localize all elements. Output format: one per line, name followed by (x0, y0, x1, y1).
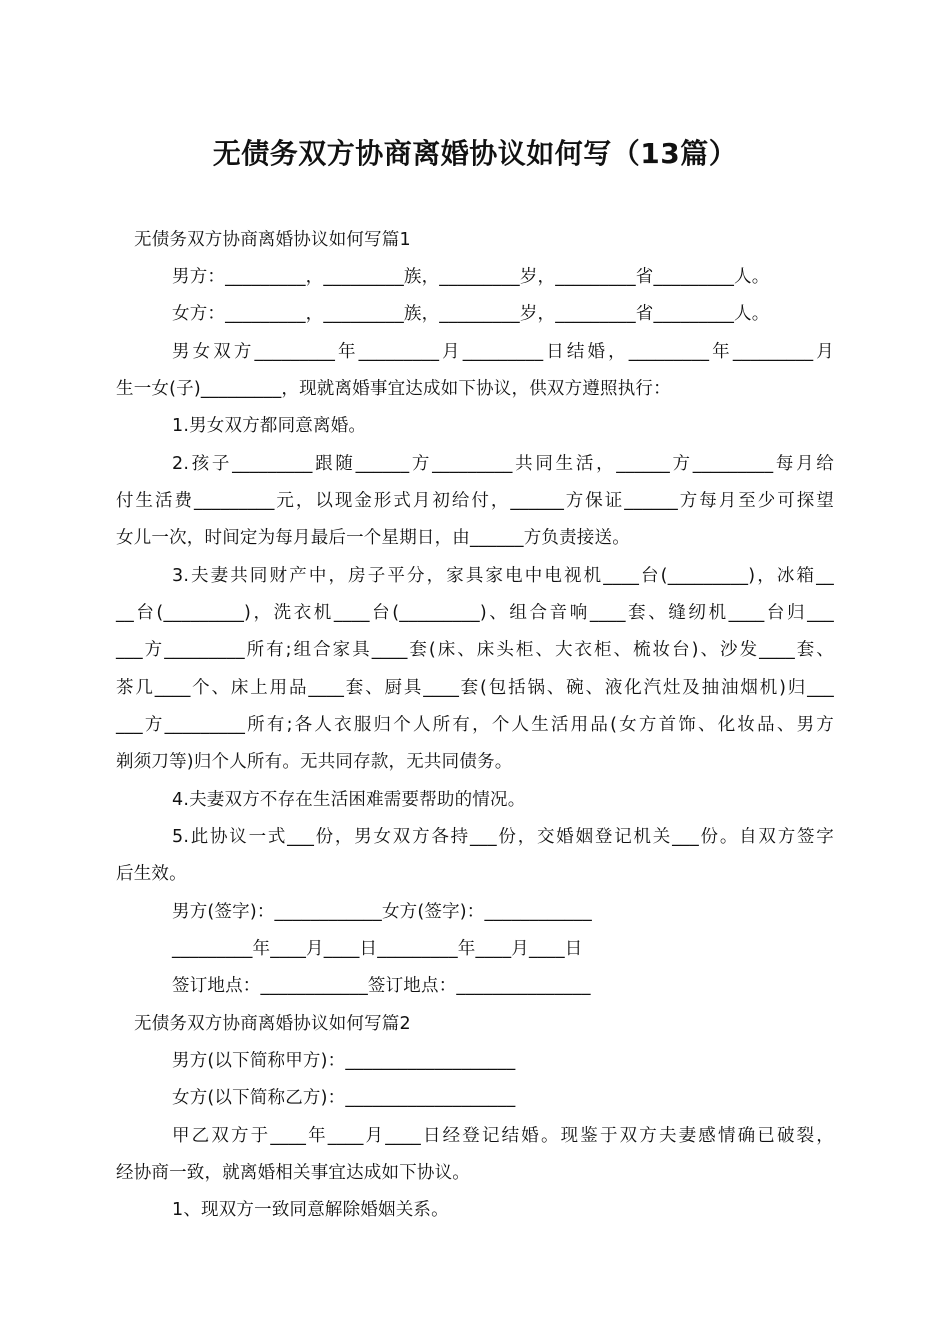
paragraph-line: 女方(以下简称乙方)：___________________ (172, 1088, 516, 1108)
paragraph-line: 1、现双方一致同意解除婚姻关系。 (172, 1200, 449, 1220)
location-line: 签订地点：____________签订地点：_______________ (172, 976, 591, 996)
paragraph-line: 5.此协议一式___份，男女双方各持___份，交婚姻登记机关___份。自双方签字 (172, 827, 834, 847)
paragraph-line: 女儿一次，时间定为每月最后一个星期日，由______方负责接送。 (116, 528, 630, 548)
paragraph-line: __台(_________)，洗衣机____台(_________)、组合音响____套、缝纫机____台归___ (116, 603, 834, 623)
date-line: _________年____月____日_________年____月____日 (172, 939, 583, 959)
paragraph-line: 男方：_________，_________族，_________岁，_________省_________人。 (172, 267, 770, 287)
signature-line: 男方(签字)：____________女方(签字)：____________ (172, 902, 592, 922)
paragraph-line: ___方_________所有;组合家具____套(床、床头柜、大衣柜、梳妆台)、沙发____套、 (116, 640, 834, 660)
paragraph-line: 甲乙双方于____年____月____日经登记结婚。现鉴于双方夫妻感情确已破裂， (172, 1126, 834, 1146)
document-title: 无债务双方协商离婚协议如何写（13篇） (212, 137, 738, 170)
paragraph-line: 男女双方_________年_________月_________日结婚，_________年_________月 (172, 342, 834, 362)
paragraph-line: 3.夫妻共同财产中，房子平分，家具家电中电视机____台(_________)，冰箱__ (172, 566, 834, 586)
paragraph-line: 生一女(子)_________，现就离婚事宜达成如下协议，供双方遵照执行： (116, 379, 671, 399)
paragraph-line: 剃须刀等)归个人所有。无共同存款，无共同债务。 (116, 752, 513, 772)
paragraph-line: 付生活费_________元，以现金形式月初给付，______方保证______方每月至少可探望 (116, 491, 834, 511)
paragraph-line: 茶几____个、床上用品____套、厨具____套(包括锅、碗、液化汽灶及抽油烟机)归___ (116, 678, 834, 698)
paragraph-line: 男方(以下简称甲方)：___________________ (172, 1051, 516, 1071)
paragraph-line: 4.夫妻双方不存在生活困难需要帮助的情况。 (172, 790, 526, 810)
paragraph-line: 女方：_________，_________族，_________岁，_________省_________人。 (172, 304, 770, 324)
paragraph-line: 后生效。 (116, 864, 187, 884)
section-heading-1: 无债务双方协商离婚协议如何写篇1 (134, 230, 411, 250)
paragraph-line: 1.男女双方都同意离婚。 (172, 416, 367, 436)
paragraph-line: 经协商一致，就离婚相关事宜达成如下协议。 (116, 1163, 470, 1183)
paragraph-line: ___方_________所有;各人衣服归个人所有，个人生活用品(女方首饰、化妆品、男方 (116, 715, 834, 735)
paragraph-line: 2.孩子_________跟随______方_________共同生活，______方_________每月给 (172, 454, 834, 474)
section-heading-2: 无债务双方协商离婚协议如何写篇2 (134, 1014, 411, 1034)
